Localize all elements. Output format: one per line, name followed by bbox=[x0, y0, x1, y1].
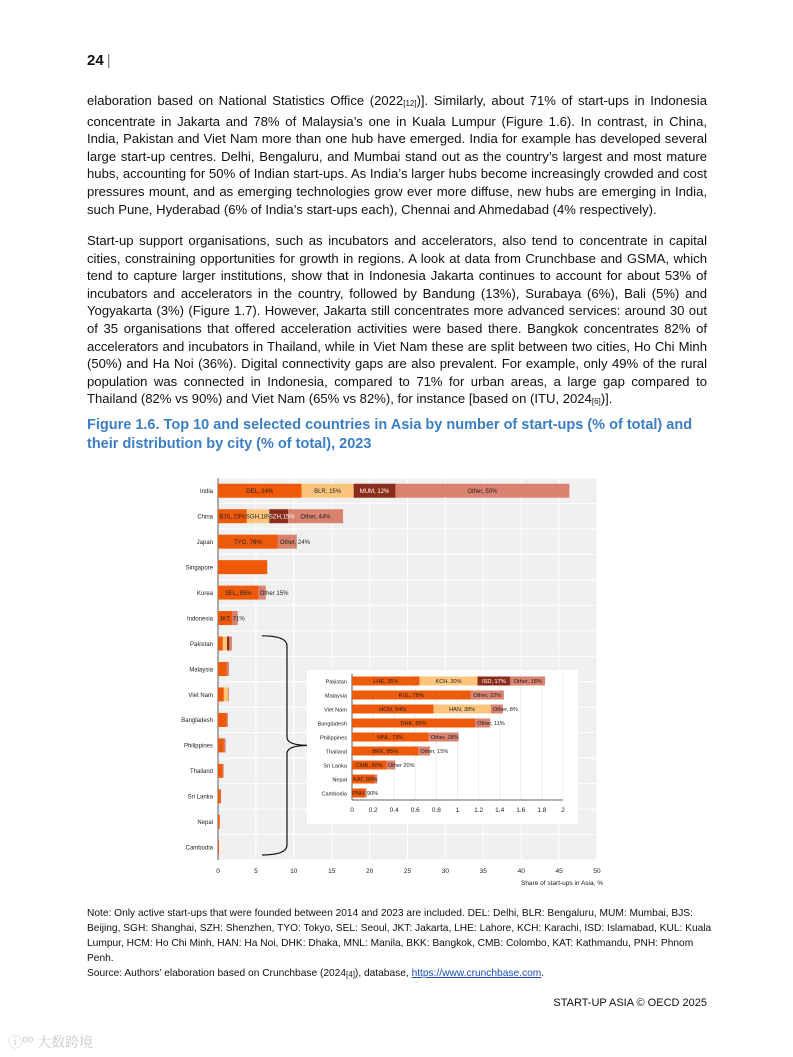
inset-x-tick-label: 0.6 bbox=[410, 807, 420, 814]
bar-segment bbox=[218, 840, 219, 854]
category-label: Nepal bbox=[197, 820, 213, 827]
inset-data-label: Other, 28% bbox=[430, 735, 459, 742]
inset-x-tick-label: 1.2 bbox=[474, 807, 484, 814]
x-tick-label: 20 bbox=[365, 868, 374, 875]
data-label: Other, 50% bbox=[467, 488, 498, 495]
x-tick-label: 30 bbox=[441, 868, 450, 875]
inset-data-label: CMB, 80% bbox=[355, 763, 383, 770]
bar-segment bbox=[224, 687, 228, 701]
inset-category-label: Thailand bbox=[325, 749, 347, 756]
bar-segment bbox=[224, 738, 226, 752]
x-tick-label: 40 bbox=[517, 868, 525, 875]
data-label: BLR, 15% bbox=[314, 488, 342, 495]
inset-data-label: HCM, 54% bbox=[379, 707, 407, 714]
inset-data-label: KAT, 89% bbox=[353, 777, 378, 784]
x-tick-label: 0 bbox=[216, 868, 220, 875]
bar-segment bbox=[223, 764, 224, 778]
inset-category-label: Sri Lanka bbox=[323, 763, 347, 770]
data-label: BJS, 23% bbox=[219, 514, 246, 521]
data-label: Other, 44% bbox=[300, 514, 331, 521]
inset-x-tick-label: 1 bbox=[455, 807, 460, 814]
inset-data-label: BKK, 85% bbox=[372, 749, 398, 756]
category-label: China bbox=[197, 514, 213, 521]
bar-segment bbox=[227, 662, 229, 676]
bar-segment bbox=[218, 687, 224, 701]
inset-category-label: Viet Nam bbox=[324, 707, 347, 714]
inset-data-label: Other, 11% bbox=[477, 721, 505, 728]
x-tick-label: 50 bbox=[593, 868, 601, 875]
bar-segment bbox=[218, 560, 267, 574]
x-tick-label: 25 bbox=[403, 868, 412, 875]
inset-x-tick-label: 1.6 bbox=[516, 807, 526, 814]
data-label: MUM, 12% bbox=[359, 488, 390, 495]
category-label: Singapore bbox=[185, 565, 213, 572]
category-label: Sri Lanka bbox=[187, 794, 213, 801]
figure-title: Figure 1.6. Top 10 and selected countries in Asia by number of start-ups (% of total) and their distribution by city (% of total), 2023 bbox=[87, 417, 693, 452]
inset-category-label: Bangladesh bbox=[317, 721, 347, 728]
x-tick-label: 35 bbox=[479, 868, 487, 875]
inset-x-tick-label: 2 bbox=[561, 807, 565, 814]
x-tick-label: 45 bbox=[555, 868, 563, 875]
data-label: DEL, 24% bbox=[246, 488, 274, 495]
data-label: SEL, 85% bbox=[224, 590, 252, 597]
category-label: Bangladesh bbox=[181, 718, 213, 725]
inset-data-label: KCH, 30% bbox=[435, 679, 462, 686]
bar-segment bbox=[218, 637, 223, 651]
inset-data-label: PNH, 90% bbox=[352, 791, 379, 798]
inset-data-label: MNL, 72% bbox=[377, 735, 404, 742]
inset-data-label: Other, 22% bbox=[473, 693, 502, 700]
inset-x-tick-label: 0.2 bbox=[368, 807, 378, 814]
x-tick-label: 15 bbox=[328, 868, 336, 875]
inset-category-label: Malaysia bbox=[324, 693, 347, 700]
data-label: TYO, 76% bbox=[234, 539, 262, 546]
inset-category-label: Pakistan bbox=[325, 679, 347, 686]
inset-category-label: Philippines bbox=[319, 735, 347, 742]
category-label: Cambodia bbox=[185, 845, 213, 852]
inset-data-label: Other, 18% bbox=[513, 679, 542, 686]
bar-segment bbox=[218, 764, 223, 778]
paragraph-1: elaboration based on National Statistics Office $(2022_{[12]})$]. Similarly, about 71% of start-ups in Indonesia concentrate in Jakarta and 78% of Malaysia’s one in Kuala Lumpur (Figure 1.6). In contrast, in China, India, Pakistan and Viet Nam more than one hub have emerged. India for example has developed several large start-up centres. Delhi, Bengaluru, and Mumbai stand out as the country’s largest and most mature hubs, accounting for 50% of Indian start-ups. As India’s larger hubs become increasingly crowded and cost pressures mount, and as emerging technologies grow ever more diffuse, new hubs are emerging in India, such Pune, Hyderabad (6% of India’s start-ups each), Chennai and Ahmedabad (4% respectively). bbox=[87, 93, 707, 217]
inset-data-label: HAN, 38% bbox=[449, 707, 476, 714]
bar-segment bbox=[218, 662, 227, 676]
bar-segment bbox=[223, 637, 227, 651]
category-label: Korea bbox=[196, 590, 213, 597]
category-label: Pakistan bbox=[189, 641, 213, 648]
x-tick-label: 5 bbox=[254, 868, 258, 875]
inset-x-tick-label: 1.8 bbox=[537, 807, 547, 814]
inset-data-label: KUL, 78% bbox=[398, 693, 424, 700]
inset-x-tick-label: 0.8 bbox=[431, 807, 441, 814]
category-label: India bbox=[199, 489, 213, 496]
bar-segment bbox=[229, 637, 231, 651]
inset-x-tick-label: 0.4 bbox=[389, 807, 399, 814]
bar-chart bbox=[0, 470, 793, 890]
page-footer: START-UP ASIA © OECD 2025 bbox=[553, 997, 707, 1009]
inset-data-label: ISD, 17% bbox=[482, 679, 506, 686]
category-label: Viet Nam bbox=[188, 692, 213, 699]
note-text: Note: Only active start-ups that were founded between 2014 and 2023 are included. DEL: Delhi, BLR: Bengaluru, MUM: Mumbai, BJS: Beijing, SGH: Shanghai, SZH: Shenzhen, TYO: Tokyo, SEL: Seoul, JKT: Jakarta, LHE: Lahore, KCH: Karachi, ISD: Islamabad, KUL: Kuala Lumpur, HCM: Ho Chi Minh, HAN: Ha Noi, DHK: Dhaka, MNL: Manila, BKK: Bangkok, CMB: Colombo, KAT: Kathmandu, PNH: Phnom Penh. bbox=[87, 908, 712, 964]
inset-data-label: DHK, 89% bbox=[400, 721, 427, 728]
figure-note bbox=[87, 906, 712, 982]
data-label: JKT, 71% bbox=[219, 616, 245, 623]
data-label: Other, 24% bbox=[279, 539, 310, 546]
data-label: SGH,18% bbox=[245, 514, 273, 521]
source-text: Source: Authors’ elaboration based on Crunchbase $(2024_{[4]})$, database, https://www.crunchbase.com. bbox=[87, 968, 545, 979]
category-label: Thailand bbox=[189, 769, 213, 776]
bar-segment bbox=[218, 815, 220, 829]
inset-x-tick-label: 0 bbox=[350, 807, 354, 814]
paragraph-2: Start-up support organisations, such as incubators and accelerators, also tend to concentrate in capital cities, constraining opportunities for growth in regions. A look at data from Crunchbase and GSMA, which tend to capture larger institutions, show that in Indonesia Jakarta continues to account for about 53% of incubators and accelerators in the country, followed by Bandung (13%), Surabaya (6%), Bali (5%) and Yogyakarta (3%) (Figure 1.7). However, Jakarta still concentrates more advanced services: around 30 out of 35 organisations that offered acceleration activities were based there. Bangkok concentrates 82% of accelerators and incubators in Thailand, while in Viet Nam these are split between two cities, Ho Chi Minh (50%) and Ha Noi (36%). Digital connectivity gaps are also prevalent. For example, only 49% of the rural population was connected in Indonesia, compared to 71% for urban areas, a large gap compared to Thailand (82% vs 90%) and Viet Nam (65% vs 82%), for instance [based on (ITU, $2024_{[6]}$)]. bbox=[87, 233, 707, 407]
bar-segment bbox=[228, 687, 229, 701]
inset-category-label: Cambodia bbox=[321, 791, 347, 798]
inset-category-label: Nepal bbox=[332, 777, 347, 784]
inset-data-label: Other 20% bbox=[387, 763, 415, 770]
bar-segment bbox=[220, 789, 221, 803]
bar-segment bbox=[218, 713, 227, 727]
page-number: 24 | bbox=[87, 52, 111, 69]
source-link[interactable]: https://www.crunchbase.com bbox=[411, 968, 542, 979]
x-axis-label: Share of start-ups in Asia, % bbox=[520, 880, 603, 887]
watermark-logo: ⓘ⁰⁰ 大数跨境 bbox=[8, 1034, 94, 1050]
x-tick-label: 10 bbox=[290, 868, 298, 875]
inset-data-label: Other, 15% bbox=[420, 749, 449, 756]
inset-data-label: LHE, 35% bbox=[373, 679, 399, 686]
inset-data-label: Other, 8% bbox=[492, 707, 518, 714]
category-label: Philippines bbox=[183, 743, 213, 750]
data-label: Other 15% bbox=[259, 590, 289, 597]
bar-segment bbox=[218, 789, 220, 803]
category-label: Indonesia bbox=[186, 616, 213, 623]
category-label: Malaysia bbox=[189, 667, 213, 674]
bar-segment bbox=[218, 738, 224, 752]
category-label: Japan bbox=[196, 539, 213, 546]
data-label: SZH,15% bbox=[268, 514, 295, 521]
bar-segment bbox=[227, 713, 228, 727]
inset-x-tick-label: 1.4 bbox=[495, 807, 505, 814]
bar-segment bbox=[227, 637, 229, 651]
